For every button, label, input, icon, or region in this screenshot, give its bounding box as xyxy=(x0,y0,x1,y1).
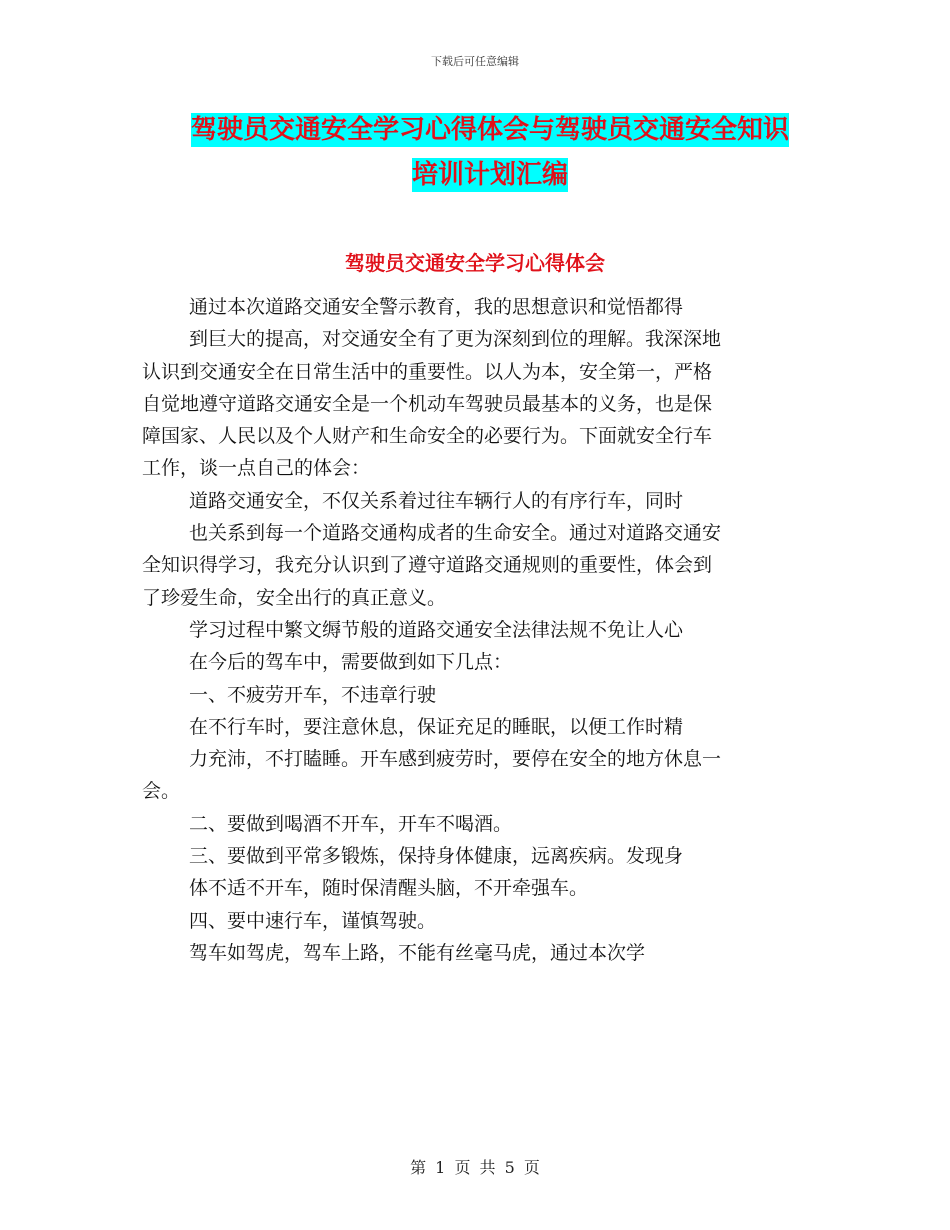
body-line: 学习过程中繁文缛节般的道路交通安全法律法规不免让人心 xyxy=(189,618,684,641)
document-title-line-1: 驾驶员交通安全学习心得体会与驾驶员交通安全知识 xyxy=(190,115,789,145)
body-line: 四、要中速行车，谨慎驾驶。 xyxy=(189,909,437,932)
body-line: 自觉地遵守道路交通安全是一个机动车驾驶员最基本的义务，也是保 xyxy=(142,392,713,415)
body-line: 道路交通安全，不仅关系着过往车辆行人的有序行车，同时 xyxy=(189,489,684,512)
body-line: 在不行车时，要注意休息，保证充足的睡眠，以便工作时精 xyxy=(189,715,684,738)
page-footer: 第 1 页 共 5 页 xyxy=(410,1158,540,1177)
body-line: 在今后的驾车中，需要做到如下几点： xyxy=(189,651,513,674)
body-line: 三、要做到平常多锻炼，保持身体健康，远离疾病。发现身 xyxy=(189,845,684,868)
body-line: 工作，谈一点自己的体会： xyxy=(142,457,371,480)
body-line: 一、不疲劳开车，不违章行驶 xyxy=(189,683,437,706)
body-line: 力充沛，不打瞌睡。开车感到疲劳时，要停在安全的地方休息一 xyxy=(189,748,722,771)
body-line: 了珍爱生命，安全出行的真正意义。 xyxy=(142,586,447,609)
document-title-line-2: 培训计划汇编 xyxy=(411,160,568,190)
section-title: 驾驶员交通安全学习心得体会 xyxy=(345,251,605,275)
body-line: 驾车如驾虎，驾车上路，不能有丝毫马虎，通过本次学 xyxy=(189,941,646,964)
body-line: 二、要做到喝酒不开车，开车不喝酒。 xyxy=(189,812,513,835)
body-line: 体不适不开车，随时保清醒头脑，不开牵强车。 xyxy=(189,877,589,900)
body-line: 会。 xyxy=(142,780,181,803)
document-body xyxy=(142,291,812,969)
header-note: 下载后可任意编辑 xyxy=(431,55,519,68)
body-line: 全知识得学习，我充分认识到了遵守道路交通规则的重要性，体会到 xyxy=(142,554,713,577)
body-line: 认识到交通安全在日常生活中的重要性。以人为本，安全第一，严格 xyxy=(142,360,713,383)
document-title xyxy=(140,108,840,198)
body-line: 到巨大的提高，对交通安全有了更为深刻到位的理解。我深深地 xyxy=(189,328,722,351)
body-line: 通过本次道路交通安全警示教育，我的思想意识和觉悟都得 xyxy=(189,296,684,318)
body-line: 障国家、人民以及个人财产和生命安全的必要行为。下面就安全行车 xyxy=(142,425,713,448)
body-line: 也关系到每一个道路交通构成者的生命安全。通过对道路交通安 xyxy=(189,522,722,545)
